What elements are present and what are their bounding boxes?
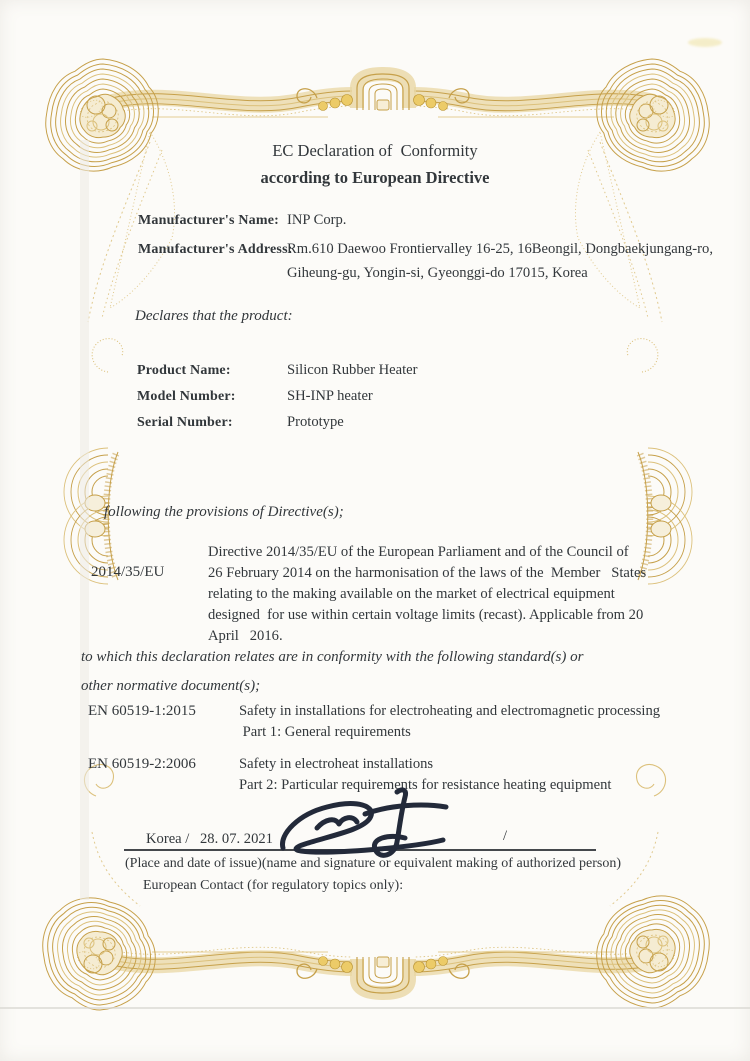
standard-code: EN 60519-2:2006 [88,756,196,772]
document-subtitle: according to European Directive [260,168,490,187]
directive-text-line: 26 February 2014 on the harmonisation of the laws of the Member States [208,565,647,581]
scan-smudge [688,38,722,47]
issue-caption: (Place and date of issue)(name and signature or equivalent making of authorized person) [125,856,622,871]
model-number-label: Model Number: [137,389,236,404]
standard-description: Part 2: Particular requirements for resistance heating equipment [239,777,612,793]
document-title: EC Declaration of Conformity [272,141,478,160]
directive-text-line: Directive 2014/35/EU of the European Parliament and of the Council of [208,544,629,560]
issue-place: Korea / [146,831,190,847]
directive-text-line: designed for use within certain voltage limits (recast). Applicable from 20 [208,607,644,623]
conformity-intro-line2: other normative document(s); [81,678,261,694]
manufacturer-address-label: Manufacturer's Address: [138,242,293,257]
product-name-value: Silicon Rubber Heater [287,362,418,378]
serial-number-value: Prototype [287,414,344,430]
standard-description: Part 1: General requirements [239,724,411,740]
standard-code: EN 60519-1:2015 [88,703,196,719]
manufacturer-address-line2: Giheung-gu, Yongin-si, Gyeonggi-do 17015, Korea [287,265,588,281]
model-number-value: SH-INP heater [287,388,373,404]
standard-description: Safety in electroheat installations [239,756,434,772]
manufacturer-name-label: Manufacturer's Name: [138,213,279,228]
directive-code: 2014/35/EU [91,564,165,580]
manufacturer-address-line1: Rm.610 Daewoo Frontiervalley 16-25, 16Beongil, Dongbaekjungang-ro, [287,241,713,257]
issue-date: 28. 07. 2021 [200,831,273,847]
signature-mark [265,778,465,868]
scan-edge-line [0,1007,750,1009]
issue-separator: / [503,828,508,844]
serial-number-label: Serial Number: [137,415,233,430]
european-contact-label: European Contact (for regulatory topics only): [143,878,404,893]
directive-text-line: relating to the making available on the market of electrical equipment [208,586,615,602]
product-name-label: Product Name: [137,363,231,378]
directive-text-line: April 2016. [208,628,283,644]
provisions-intro: following the provisions of Directive(s); [104,504,344,520]
manufacturer-name-value: INP Corp. [287,212,347,228]
standard-description: Safety in installations for electroheating and electromagnetic processing [239,703,661,719]
conformity-intro-line1: to which this declaration relates are in conformity with the following standard(s) or [81,649,584,665]
declares-intro: Declares that the product: [135,308,293,324]
